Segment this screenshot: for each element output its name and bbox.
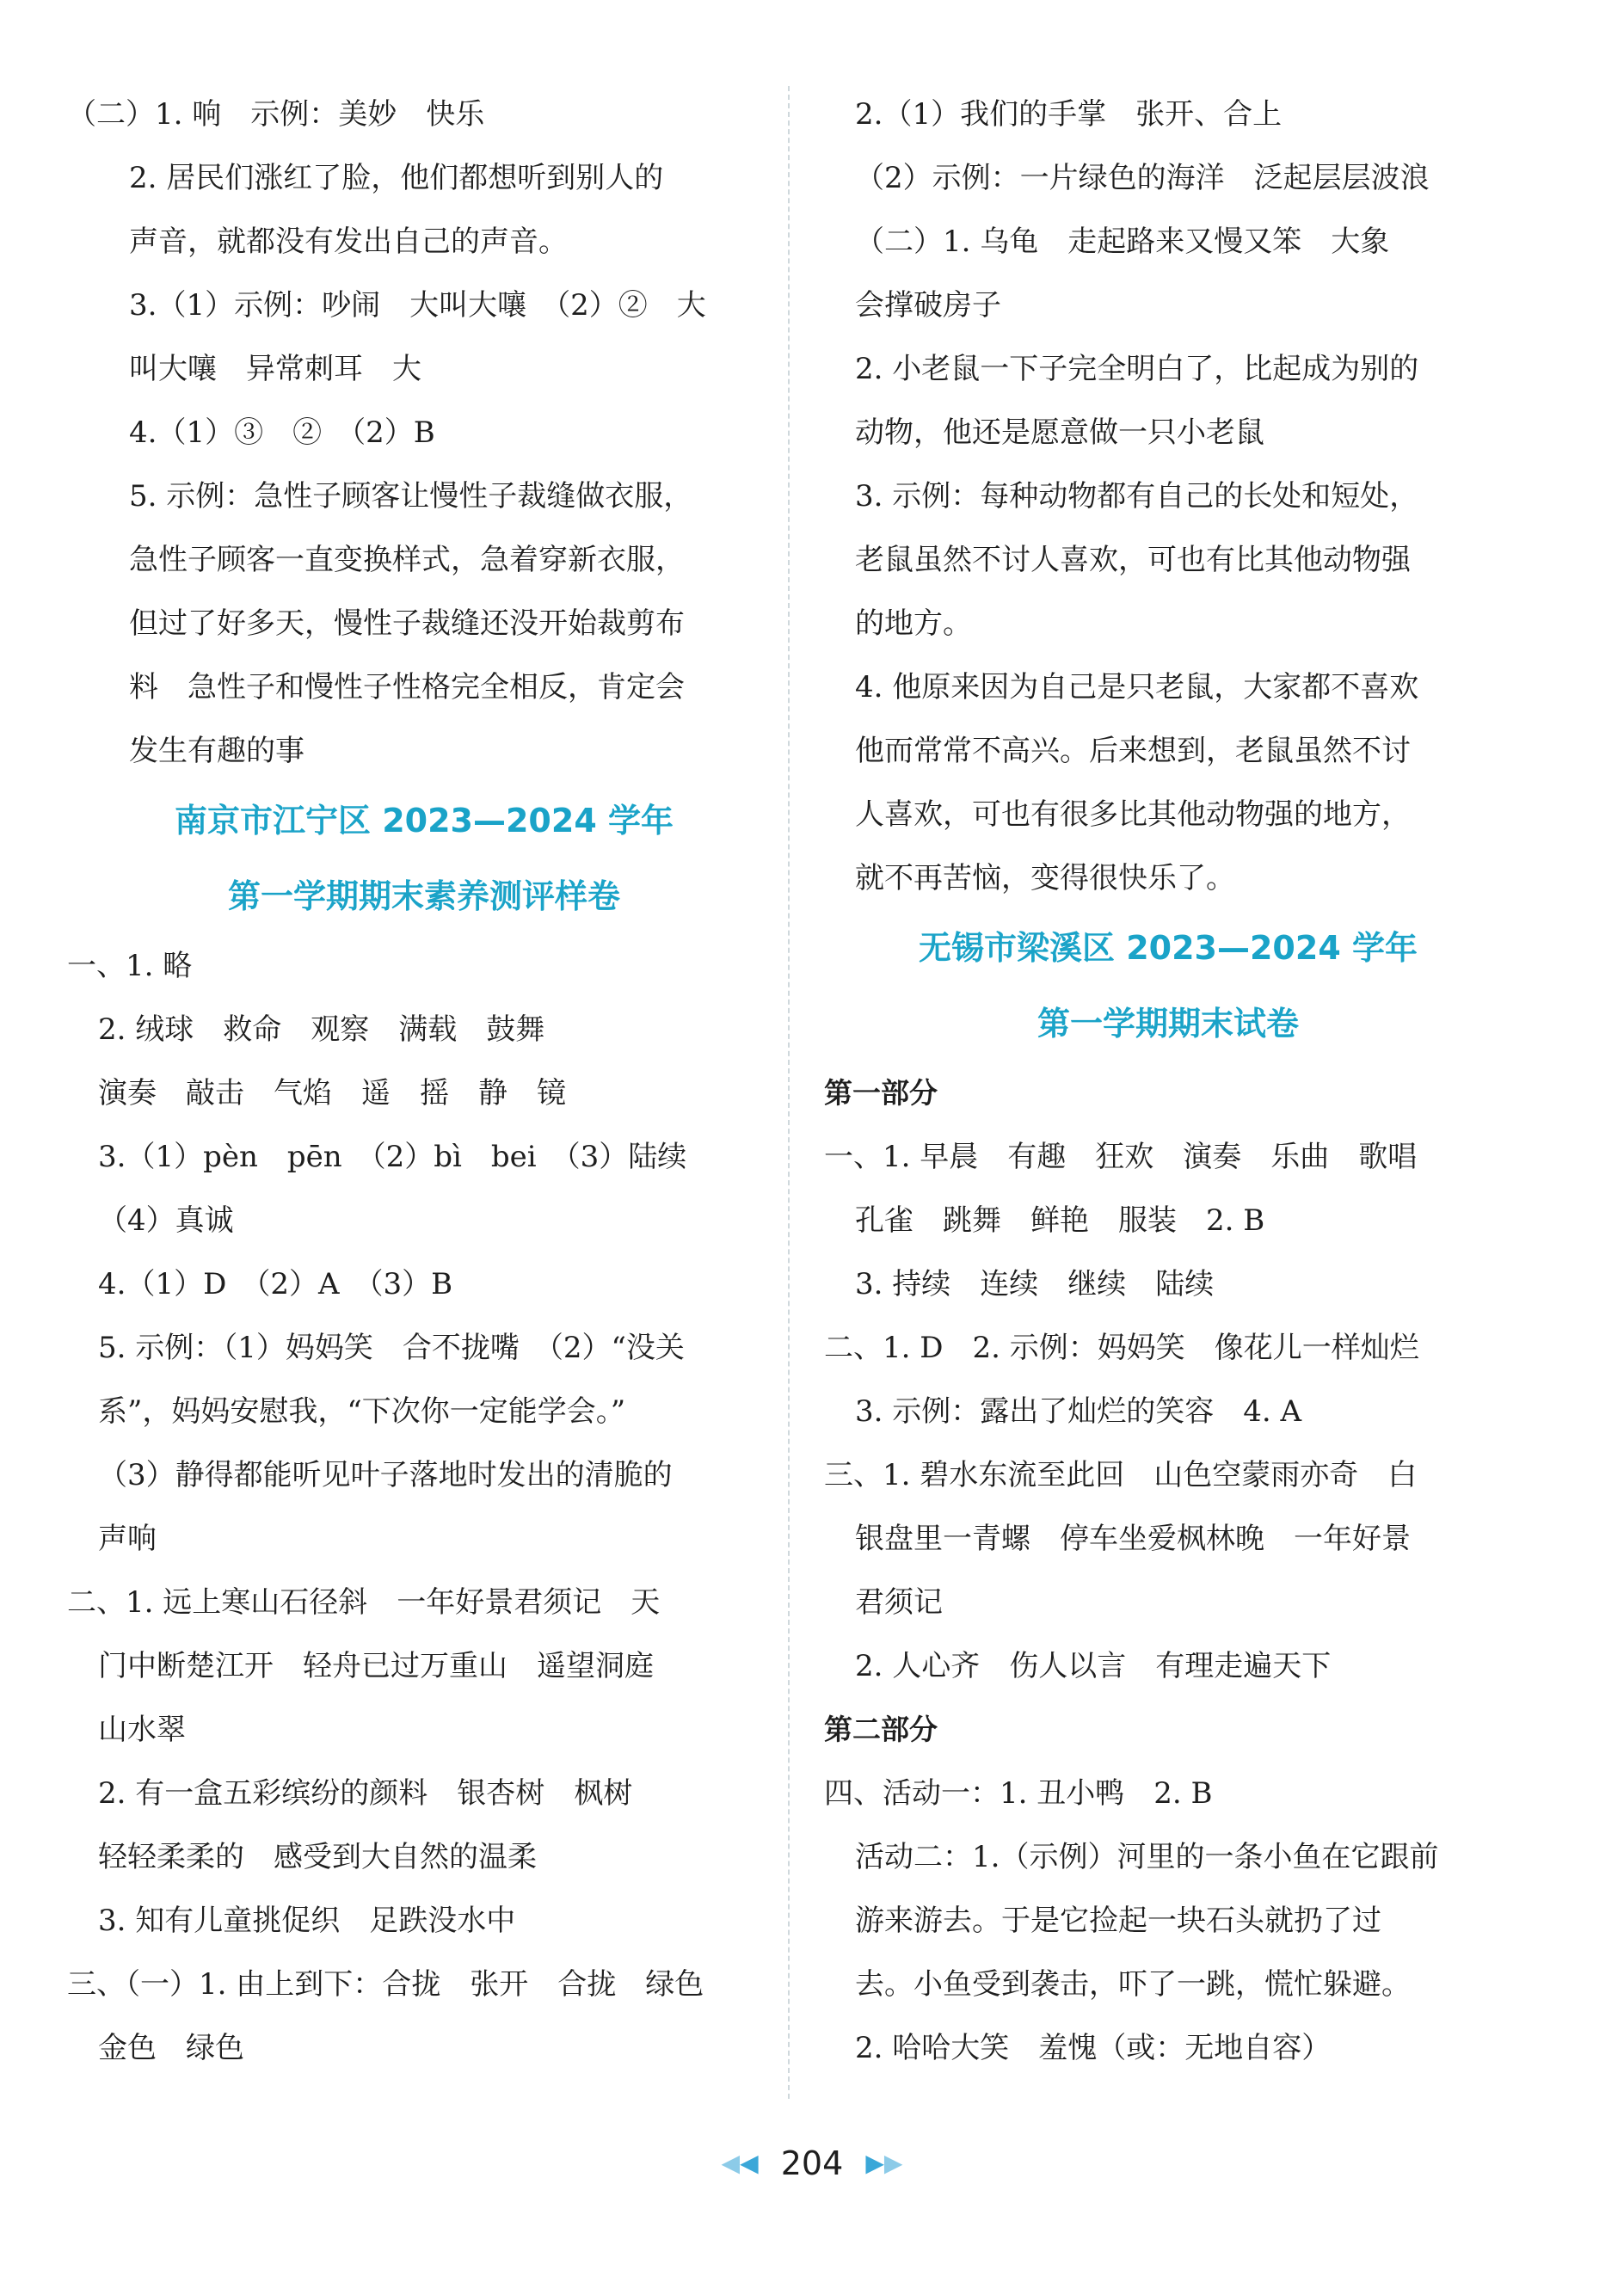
answer-line: 急性子顾客一直变换样式，急着穿新衣服，: [129, 543, 685, 577]
answer-line: （3）静得都能听见叶子落地时发出的清脆的: [98, 1458, 673, 1492]
answer-line: 但过了好多天，慢性子裁缝还没开始裁剪布: [129, 606, 685, 641]
answer-line: 一、1. 早晨 有趣 狂欢 演奏 乐曲 歌唱: [824, 1140, 1418, 1174]
answer-line: 去。小鱼受到袭击，吓了一跳，慌忙躲避。: [855, 1967, 1411, 2002]
answer-line: 3. 示例：每种动物都有自己的长处和短处，: [855, 479, 1419, 514]
page-number: 204: [780, 2144, 844, 2182]
answer-line: 4.（1）D （2）A （3）B: [98, 1267, 453, 1301]
answer-line: 3.（1）示例：吵闹 大叫大嚷 （2）② 大: [129, 288, 706, 323]
answer-line: 2. 哈哈大笑 羞愧（或：无地自容）: [855, 2031, 1332, 2065]
answer-line: 2. 绒球 救命 观察 满载 鼓舞: [98, 1012, 545, 1047]
answer-line: 活动二：1.（示例）河里的一条小鱼在它跟前: [855, 1840, 1439, 1874]
answer-line: 叫大嚷 异常刺耳 大: [129, 352, 421, 386]
exam-heading: 南京市江宁区 2023—2024 学年: [175, 802, 674, 840]
answer-line: 轻轻柔柔的 感受到大自然的温柔: [98, 1840, 537, 1874]
answer-line: 会撑破房子: [855, 288, 1001, 323]
answer-line: 银盘里一青螺 停车坐爱枫林晚 一年好景: [855, 1522, 1411, 1556]
answer-line: 2. 居民们涨红了脸，他们都想听到别人的: [129, 161, 664, 195]
answer-line: 5. 示例：急性子顾客让慢性子裁缝做衣服，: [129, 479, 693, 514]
section-label: 第二部分: [824, 1713, 938, 1746]
left-column: [67, 83, 781, 2080]
answer-line: （4）真诚: [98, 1203, 234, 1238]
page-footer: [0, 2142, 1624, 2182]
answer-line: 3. 示例：露出了灿烂的笑容 4. A: [855, 1394, 1302, 1429]
answer-line: 二、1. D 2. 示例：妈妈笑 像花儿一样灿烂: [824, 1331, 1419, 1365]
answer-line: 三、（一）1. 由上到下：合拢 张开 合拢 绿色: [67, 1967, 704, 2002]
answer-line: 老鼠虽然不讨人喜欢，可也有比其他动物强: [855, 543, 1411, 577]
exam-heading: 第一学期期末素养测评样卷: [227, 877, 620, 915]
right-column: [824, 83, 1512, 2080]
answer-line: 发生有趣的事: [129, 734, 304, 768]
answer-line: 游来游去。于是它捡起一块石头就扔了过: [855, 1904, 1381, 1938]
answer-line: 一、1. 略: [67, 949, 193, 983]
answer-line: 的地方。: [855, 606, 972, 641]
answer-line: （2）示例：一片绿色的海洋 泛起层层波浪: [855, 161, 1430, 195]
answer-line: 动物，他还是愿意做一只小老鼠: [855, 415, 1264, 450]
answer-line: 四、活动一：1. 丑小鸭 2. B: [824, 1776, 1213, 1811]
answer-line: 门中断楚江开 轻舟已过万重山 遥望洞庭: [98, 1649, 654, 1683]
answer-line: 就不再苦恼，变得很快乐了。: [855, 861, 1235, 895]
answer-line: 孔雀 跳舞 鲜艳 服装 2. B: [855, 1203, 1265, 1238]
answer-line: 2. 有一盒五彩缤纷的颜料 银杏树 枫树: [98, 1776, 633, 1811]
answer-line: （二）1. 响 示例：美妙 快乐: [67, 97, 485, 132]
section-label: 第一部分: [824, 1076, 938, 1110]
answer-line: 2.（1）我们的手掌 张开、合上: [855, 97, 1283, 132]
answer-line: 君须记: [855, 1585, 943, 1620]
answer-line: 4.（1）③ ② （2）B: [129, 415, 435, 450]
answer-line: 金色 绿色: [98, 2031, 244, 2065]
exam-heading: 无锡市梁溪区 2023—2024 学年: [919, 929, 1418, 967]
next-arrow-icon: ▶: [865, 2149, 884, 2177]
answer-line: 3.（1）pèn pēn （2）bì bei （3）陆续: [98, 1140, 687, 1174]
column-divider: [788, 86, 790, 2099]
answer-line: 二、1. 远上寒山石径斜 一年好景君须记 天: [67, 1585, 661, 1620]
answer-line: 5. 示例：（1）妈妈笑 合不拢嘴 （2）“没关: [98, 1331, 685, 1365]
answer-line: 他而常常不高兴。后来想到，老鼠虽然不讨: [855, 734, 1411, 768]
answer-line: 演奏 敲击 气焰 遥 摇 静 镜: [98, 1076, 566, 1110]
answer-line: 山水翠: [98, 1713, 186, 1747]
answer-line: 人喜欢，可也有很多比其他动物强的地方，: [855, 797, 1411, 832]
answer-line: 料 急性子和慢性子性格完全相反，肯定会: [129, 670, 685, 704]
answer-line: （二）1. 乌龟 走起路来又慢又笨 大象: [855, 225, 1390, 259]
answer-line: 声响: [98, 1522, 157, 1556]
answer-line: 声音，就都没有发出自己的声音。: [129, 225, 568, 259]
answer-line: 2. 人心齐 伤人以言 有理走遍天下: [855, 1649, 1332, 1683]
answer-line: 2. 小老鼠一下子完全明白了，比起成为别的: [855, 352, 1419, 386]
answer-line: 3. 知有儿童挑促织 足跌没水中: [98, 1904, 516, 1938]
next-arrow-light-icon: ▶: [883, 2149, 903, 2177]
prev-arrow-icon: ◀: [740, 2149, 759, 2177]
exam-heading: 第一学期期末试卷: [1037, 1005, 1299, 1043]
answer-line: 系”，妈妈安慰我，“下次你一定能学会。”: [98, 1394, 626, 1429]
answer-line: 三、1. 碧水东流至此回 山色空蒙雨亦奇 白: [824, 1458, 1418, 1492]
prev-arrow-light-icon: ◀: [721, 2149, 741, 2177]
answer-line: 3. 持续 连续 继续 陆续: [855, 1267, 1215, 1301]
answer-line: 4. 他原来因为自己是只老鼠，大家都不喜欢: [855, 670, 1419, 704]
